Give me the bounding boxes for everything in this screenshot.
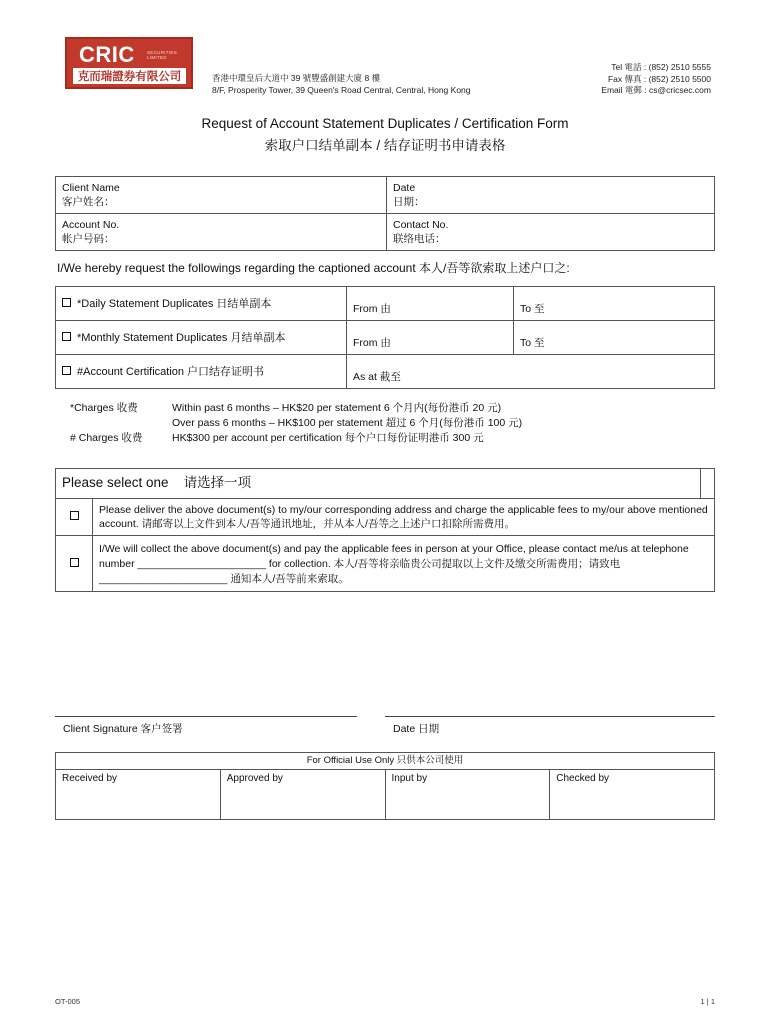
- monthly-from-label: From 由: [353, 337, 391, 349]
- received-by-field[interactable]: [56, 770, 221, 820]
- daily-statement-option[interactable]: [56, 287, 347, 321]
- option-1-checkbox-cell: [56, 499, 93, 536]
- select-heading-cn: 请选择一项: [183, 475, 252, 490]
- date-label: Date: [393, 182, 416, 194]
- company-address: [212, 72, 471, 96]
- logo-subtitle: SECURITIES LIMITED: [147, 50, 178, 60]
- official-use-heading: For Official Use Only 只供本公司使用: [56, 753, 715, 770]
- date-label-cn: 日期：: [393, 196, 425, 208]
- signature-date-label: Date 日期: [393, 723, 440, 735]
- daily-from-field[interactable]: [347, 287, 514, 321]
- account-no-label: Account No.: [62, 219, 120, 231]
- client-info-table: [55, 176, 715, 251]
- company-logo: [65, 37, 193, 89]
- account-no-field[interactable]: [56, 214, 387, 251]
- delivery-method-table: [55, 468, 715, 592]
- monthly-to-label: To 至: [520, 337, 545, 349]
- contact-email: Email 電郵 : cs@cricsec.com: [601, 85, 711, 95]
- input-by-label: Input by: [391, 773, 428, 784]
- asat-label: As at 截至: [353, 371, 401, 383]
- date-field[interactable]: [387, 177, 715, 214]
- date-signature-line[interactable]: [385, 716, 715, 717]
- daily-from-label: From 由: [353, 303, 391, 315]
- account-certification-option[interactable]: [56, 355, 347, 389]
- charges-label-2: # Charges 收费: [70, 432, 143, 444]
- client-signature-line[interactable]: [55, 716, 357, 717]
- charges-line-3: HK$300 per account per certification 每个户口每份证明港币 300 元: [172, 432, 484, 444]
- checked-by-label: Checked by: [556, 773, 610, 784]
- daily-to-label: To 至: [520, 303, 545, 315]
- checked-by-field[interactable]: [550, 770, 715, 820]
- option-2-checkbox-cell: [56, 536, 93, 592]
- request-intro: I/We hereby request the followings regarding the captioned account 本人/吾等欲索取上述户口之:: [57, 261, 570, 275]
- daily-label: *Daily Statement Duplicates 日结单副本: [77, 298, 272, 310]
- official-use-table: [55, 752, 715, 820]
- option-2-checkbox[interactable]: [70, 558, 79, 567]
- approved-by-label: Approved by: [226, 773, 283, 784]
- daily-checkbox[interactable]: [62, 298, 71, 307]
- approved-by-field[interactable]: [220, 770, 385, 820]
- address-en: 8/F, Prosperity Tower, 39 Queen's Road Central, Central, Hong Kong: [212, 85, 471, 95]
- select-heading-en: Please select one: [62, 475, 169, 490]
- address-cn: 香港中環皇后大道中 39 號豐盛創建大廈 8 樓: [212, 73, 381, 83]
- certification-checkbox[interactable]: [62, 366, 71, 375]
- charges-label-1: *Charges 收费: [70, 402, 138, 414]
- monthly-to-field[interactable]: [514, 321, 715, 355]
- client-name-label: Client Name: [62, 182, 120, 194]
- monthly-statement-option[interactable]: [56, 321, 347, 355]
- certification-asat-field[interactable]: [347, 355, 715, 389]
- input-by-field[interactable]: [385, 770, 550, 820]
- daily-to-field[interactable]: [514, 287, 715, 321]
- form-title-en: Request of Account Statement Duplicates / Certification Form: [201, 116, 569, 131]
- form-title-cn: 索取户口结单副本 / 结存证明书申请表格: [264, 138, 506, 153]
- option-1-text: Please deliver the above document(s) to my/our corresponding address and charge the applicable fees to my/our above mentioned account. 请邮寄以上文件到本人/吾等通讯地址，并从本人/吾等之上述户口扣除所需费用。: [93, 499, 715, 536]
- logo-word: CRIC: [79, 42, 135, 67]
- page-number: 1 | 1: [700, 997, 715, 1006]
- logo-chinese-name: 克而瑞證券有限公司: [73, 68, 186, 84]
- monthly-from-field[interactable]: [347, 321, 514, 355]
- client-name-field[interactable]: [56, 177, 387, 214]
- request-table: [55, 286, 715, 389]
- monthly-checkbox[interactable]: [62, 332, 71, 341]
- received-by-label: Received by: [62, 773, 118, 784]
- contact-tel: Tel 電話 : (852) 2510 5555: [611, 62, 711, 72]
- form-code: OT-005: [55, 997, 81, 1006]
- client-name-label-cn: 客户姓名：: [62, 196, 115, 208]
- charges-line-2: Over pass 6 months – HK$100 per statement 超过 6 个月(每份港币 100 元): [172, 417, 523, 429]
- company-contact: [601, 62, 711, 97]
- select-heading: [56, 469, 701, 499]
- monthly-label: *Monthly Statement Duplicates 月结单副本: [77, 332, 286, 344]
- contact-no-label: Contact No.: [393, 219, 449, 231]
- contact-fax: Fax 傳真 : (852) 2510 5500: [607, 73, 711, 84]
- client-signature-label: Client Signature 客户签署: [63, 723, 183, 735]
- charges-line-1: Within past 6 months – HK$20 per statement 6 个月内(每份港币 20 元): [172, 402, 502, 414]
- option-2-text: I/We will collect the above document(s) and pay the applicable fees in person at your Office, please contact me/us at telephone number ______________________ for collection. 本人/吾等将亲临贵公司提取以上文件及缴交所需费用；请致电 ______________________ 通知本人/吾等前来索取。: [93, 536, 715, 592]
- option-1-checkbox[interactable]: [70, 511, 79, 520]
- account-no-label-cn: 帐户号码：: [62, 233, 115, 245]
- certification-label: #Account Certification 户口结存证明书: [77, 366, 265, 378]
- contact-no-field[interactable]: [387, 214, 715, 251]
- contact-no-label-cn: 联络电话：: [393, 233, 446, 245]
